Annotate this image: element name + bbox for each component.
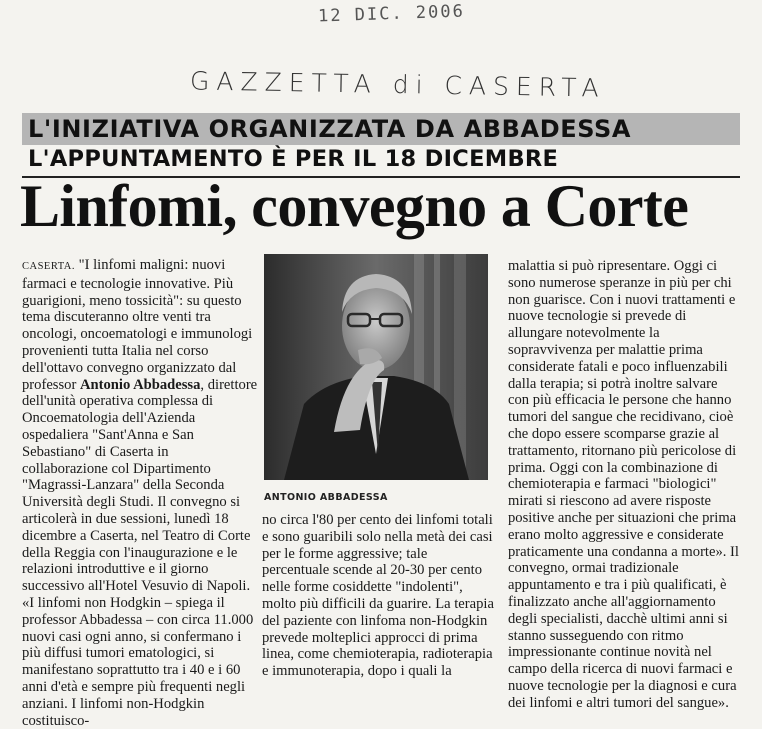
- person-name: Antonio Abbadessa: [79, 376, 201, 393]
- subhead: L'APPUNTAMENTO È PER IL 18 DICEMBRE: [28, 146, 559, 172]
- date-stamp: 12 DIC. 2006: [317, 1, 466, 27]
- article-column-1: [22, 257, 258, 729]
- paragraph-1-text-b: , direttore dell'unità operativa complessa di Oncoematologia dell'Azienda ospedaliera "Sant'Anna e San Sebastiano" di Caserta in collaborazione col Dipartimento "Magrassi-Lanzara" della Seconda Università degli Studi. Il convegno si articolerà in due sessioni, lunedì 18 dicembre a Caserta, nel Teatro di Corte della Reggia con l'inaugurazione e le relazioni introduttive e il giorno successivo all'Hotel Vesuvio di Napoli.: [22, 376, 258, 595]
- portrait-image: [264, 254, 488, 480]
- paragraph-1-text-a: "I linfomi maligni: nuovi farmaci e tecnologie innovative. Più guarigioni, meno tossicità": su questo tema discuteranno oltre venti tra oncologi, oncoematologi e immunologi provenienti tutta Italia nel corso dell'ottavo convegno organizzato dal professor: [22, 257, 253, 393]
- portrait-photo: [264, 254, 488, 480]
- article-column-3: malattia si può ripresentare. Oggi ci sono numerose speranze in più per chi non guarisce. Con i nuovi trattamenti e nuove tecnologie si prevede di allungare notevolmente la sopravvivenza per malattie prima considerate fatali e poco influenzabili dalla terapia; si potrà inoltre salvare con più efficacia le persone che hanno tumori del sangue che recidivano, cioè che dopo essere scomparse grazie al trattamento, ritornano più pericolose di prima. Oggi con la combinazione di chemioterapia e farmaci "biologici" mirati si riescono ad avere risposte positive anche per situazioni che prima erano molto aggressive e considerate praticamente una condanna a morte». Il convegno, ormai tradizionale appuntamento e tra i più qualificati, è finalizzato anche all'aggiornamento degli specialisti, dacchè ultimi anni si stanno susseguendo con ritmo impressionante continue novità nel campo della ricerca di nuovi farmaci e nuove tecnologie per la diagnosi e cura dei linfomi e altri tumori del sangue».: [508, 258, 739, 711]
- dateline: CASERTA.: [22, 261, 75, 272]
- photo-caption: ANTONIO ABBADESSA: [264, 492, 388, 503]
- headline: Linfomi, convegno a Corte: [20, 173, 689, 239]
- paragraph-2: «I linfomi non Hodgkin – spiega il professor Abbadessa – con circa 11.000 nuovi casi ogni anno, si confermano i più diffusi tumori ematologici, si manifestano soprattutto tra i 40 e i 60 anni d'età e sempre più frequenti negli anziani. I linfomi non-Hodgkin costituisco-: [22, 594, 254, 729]
- kicker: L'INIZIATIVA ORGANIZZATA DA ABBADESSA: [28, 115, 632, 143]
- paragraph-1: [22, 257, 258, 595]
- newspaper-source: GAZZETTA di CASERTA: [189, 66, 606, 103]
- article-column-2: no circa l'80 per cento dei linfomi totali e sono guaribili solo nella metà dei casi per le forme aggressive; tale percentuale scende al 20-30 per cento nelle forme cosiddette "indolenti", molto più difficili da guarire. La terapia del paziente con linfoma non-Hodgkin prevede molteplici approcci di prima linea, come chemioterapia, radioterapia e immunoterapia, dopo i quali la: [262, 512, 494, 680]
